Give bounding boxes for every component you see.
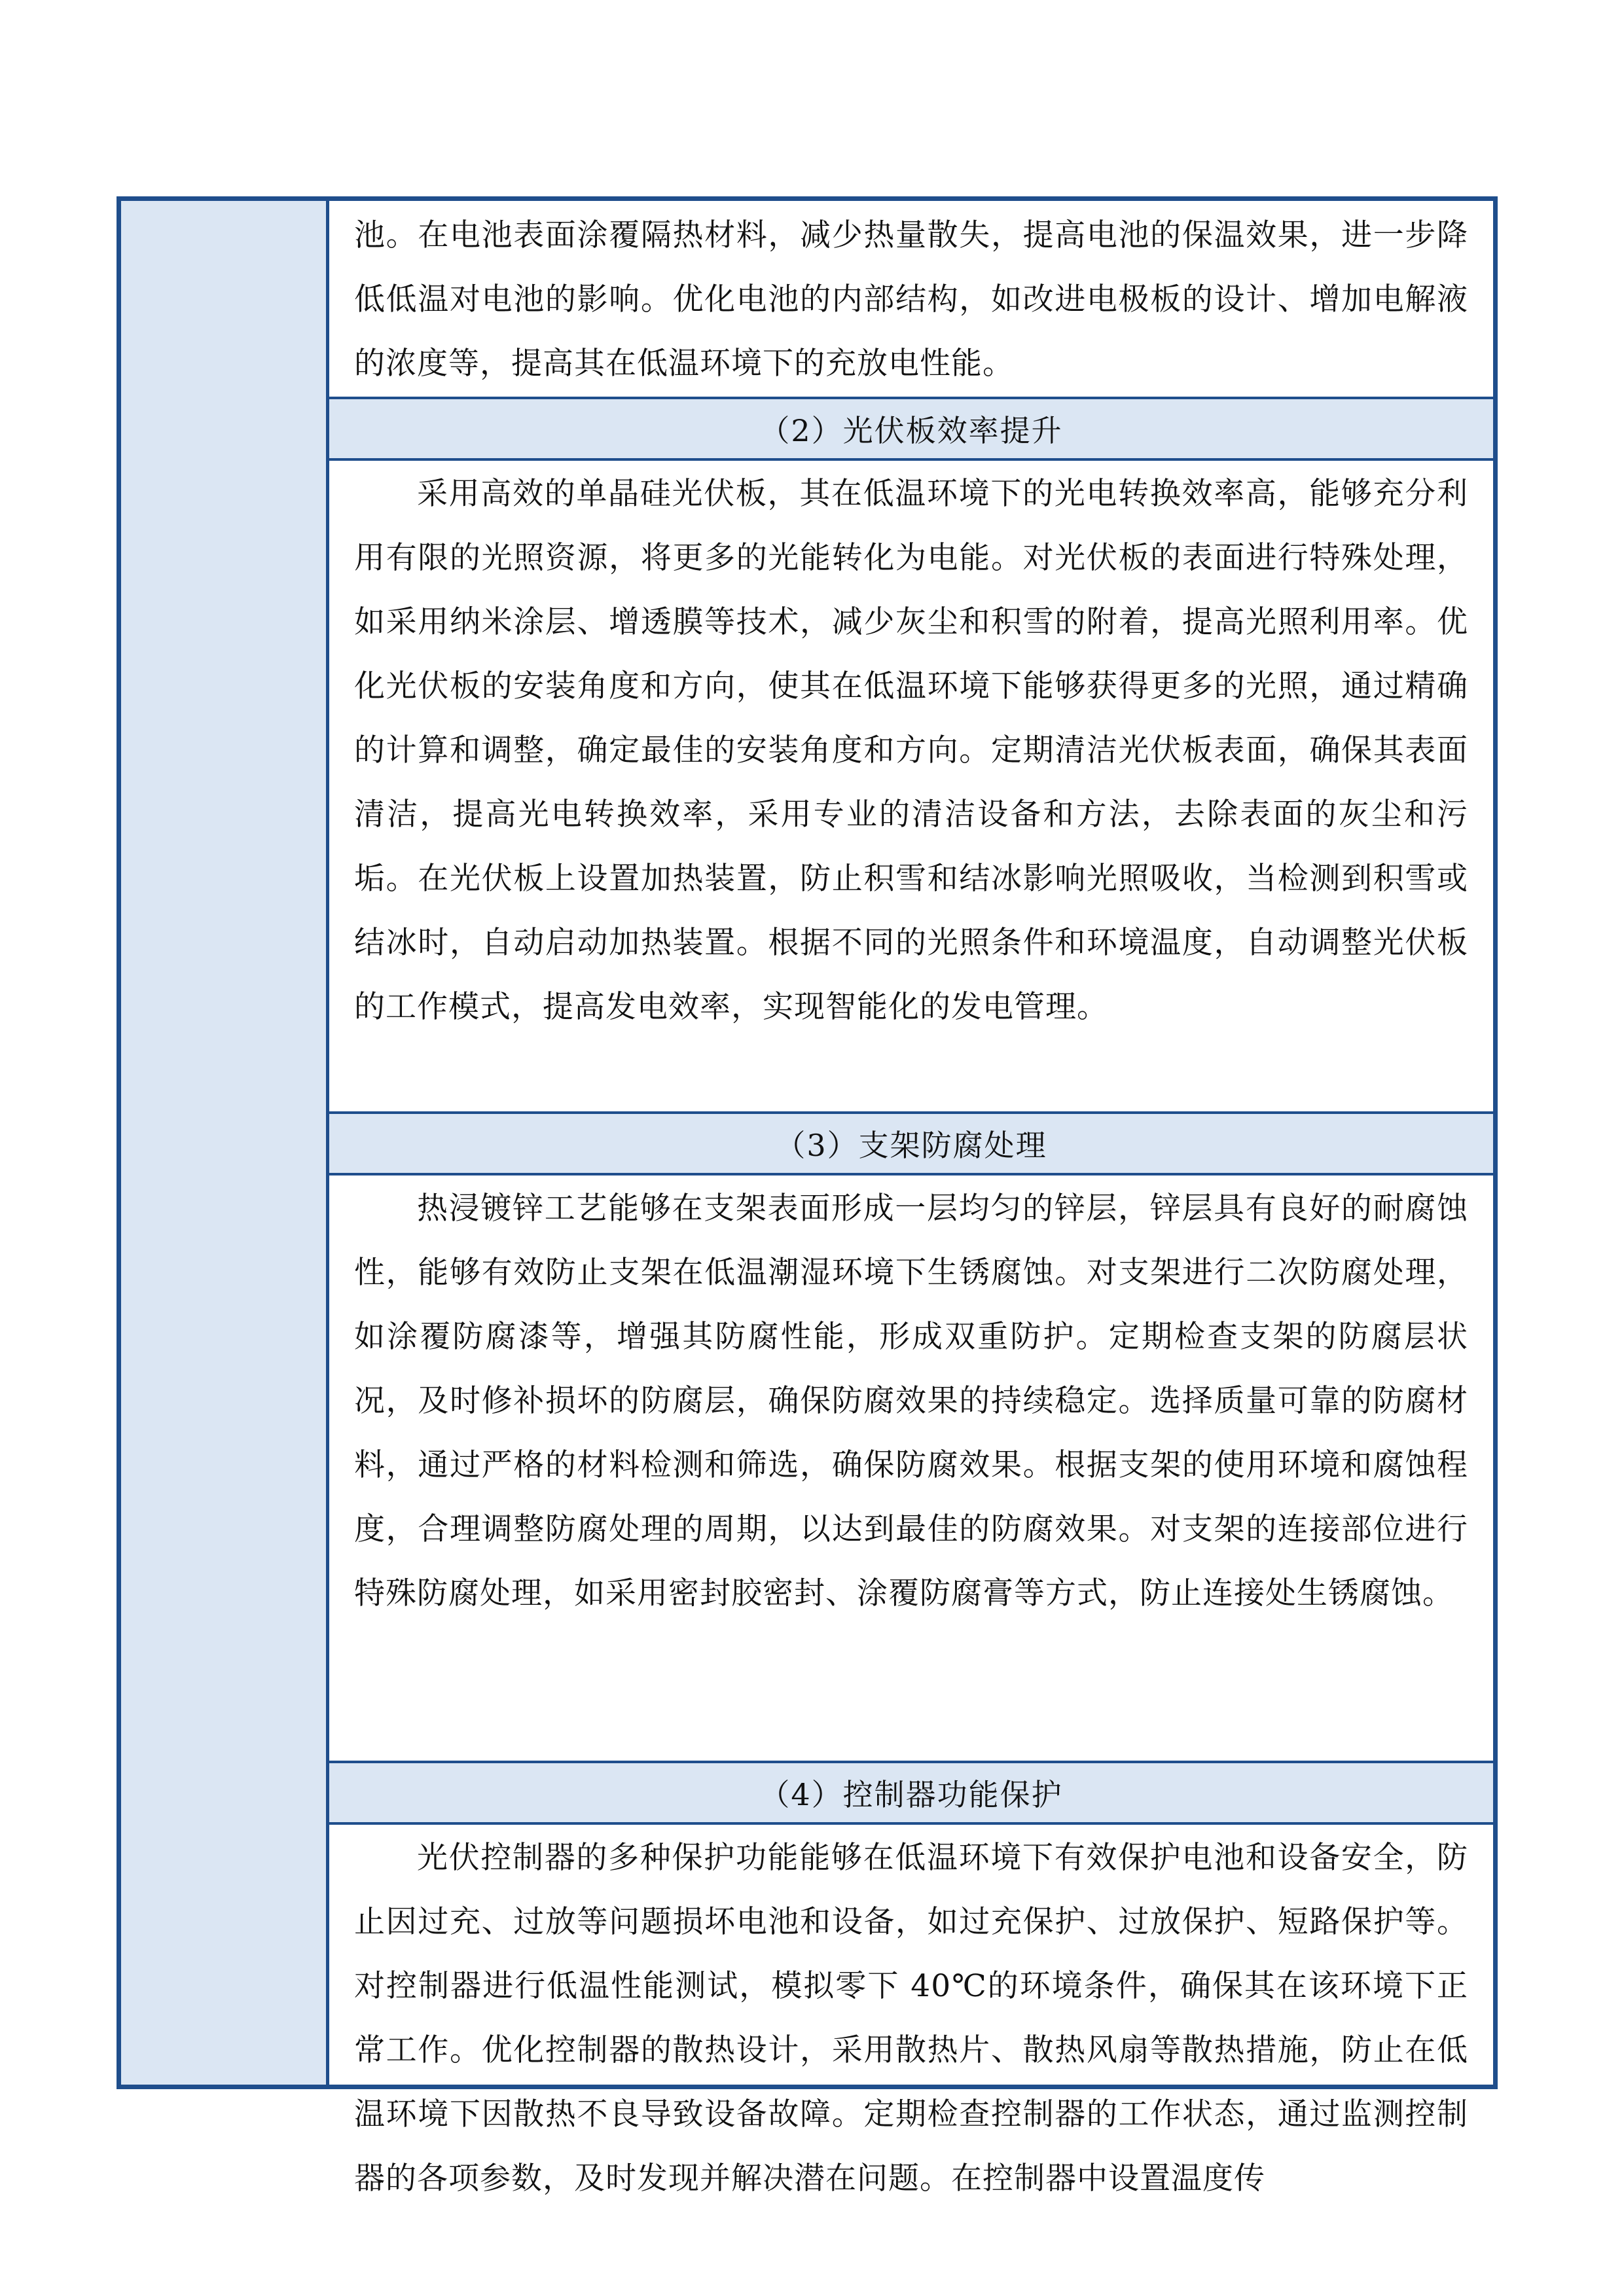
battery-insulation-text-cell <box>329 201 1493 399</box>
controller-protection-paragraph: 光伏控制器的多种保护功能能够在低温环境下有效保护电池和设备安全，防止因过充、过放等问题损坏电池和设备，如过充保护、过放保护、短路保护等。对控制器进行低温性能测试，模拟零下 40℃的环境条件，确保其在该环境下正常工作。优化控制器的散热设计，采用散热片、散热风扇等散热措施，防止在低温环境下因散热不良导致设备故障。定期检查控制器的工作状态，通过监测控制器的各项参数，及时发现并解决潜在问题。在控制器中设置温度传 <box>354 1840 1468 2197</box>
table-right-column <box>329 201 1493 2197</box>
battery-insulation-paragraph: 池。在电池表面涂覆隔热材料，减少热量散失，提高电池的保温效果，进一步降低低温对电池的影响。优化电池的内部结构，如改进电极板的设计、增加电解液的浓度等，提高其在低温环境下的充放电性能。 <box>354 217 1468 382</box>
content-table <box>117 196 1498 2197</box>
controller-protection-text-cell <box>329 1825 1493 2197</box>
table-left-column <box>121 201 329 2085</box>
bracket-anticorrosion-paragraph: 热浸镀锌工艺能够在支架表面形成一层均匀的锌层，锌层具有良好的耐腐蚀性，能够有效防止支架在低温潮湿环境下生锈腐蚀。对支架进行二次防腐处理，如涂覆防腐漆等，增强其防腐性能，形成双重防护。定期检查支架的防腐层状况，及时修补损坏的防腐层，确保防腐效果的持续稳定。选择质量可靠的防腐材料，通过严格的材料检测和筛选，确保防腐效果。根据支架的使用环境和腐蚀程度，合理调整防腐处理的周期，以达到最佳的防腐效果。对支架的连接部位进行特殊防腐处理，如采用密封胶密封、涂覆防腐膏等方式，防止连接处生锈腐蚀。 <box>354 1191 1468 1611</box>
section-heading-bracket-anticorrosion <box>329 1114 1493 1175</box>
section-heading-controller-protection-label: （4）控制器功能保护 <box>759 1777 1063 1812</box>
bracket-anticorrosion-text-cell <box>329 1175 1493 1763</box>
pv-efficiency-text-cell <box>329 461 1493 1114</box>
section-heading-pv-efficiency-label: （2）光伏板效率提升 <box>759 413 1063 448</box>
section-heading-pv-efficiency <box>329 399 1493 461</box>
section-heading-bracket-anticorrosion-label: （3）支架防腐处理 <box>775 1128 1047 1163</box>
section-heading-controller-protection <box>329 1763 1493 1825</box>
pv-efficiency-paragraph: 采用高效的单晶硅光伏板，其在低温环境下的光电转换效率高，能够充分利用有限的光照资源，将更多的光能转化为电能。对光伏板的表面进行特殊处理，如采用纳米涂层、增透膜等技术，减少灰尘和积雪的附着，提高光照利用率。优化光伏板的安装角度和方向，使其在低温环境下能够获得更多的光照，通过精确的计算和调整，确定最佳的安装角度和方向。定期清洁光伏板表面，确保其表面清洁，提高光电转换效率，采用专业的清洁设备和方法，去除表面的灰尘和污垢。在光伏板上设置加热装置，防止积雪和结冰影响光照吸收，当检测到积雪或结冰时，自动启动加热装置。根据不同的光照条件和环境温度，自动调整光伏板的工作模式，提高发电效率，实现智能化的发电管理。 <box>354 476 1468 1025</box>
